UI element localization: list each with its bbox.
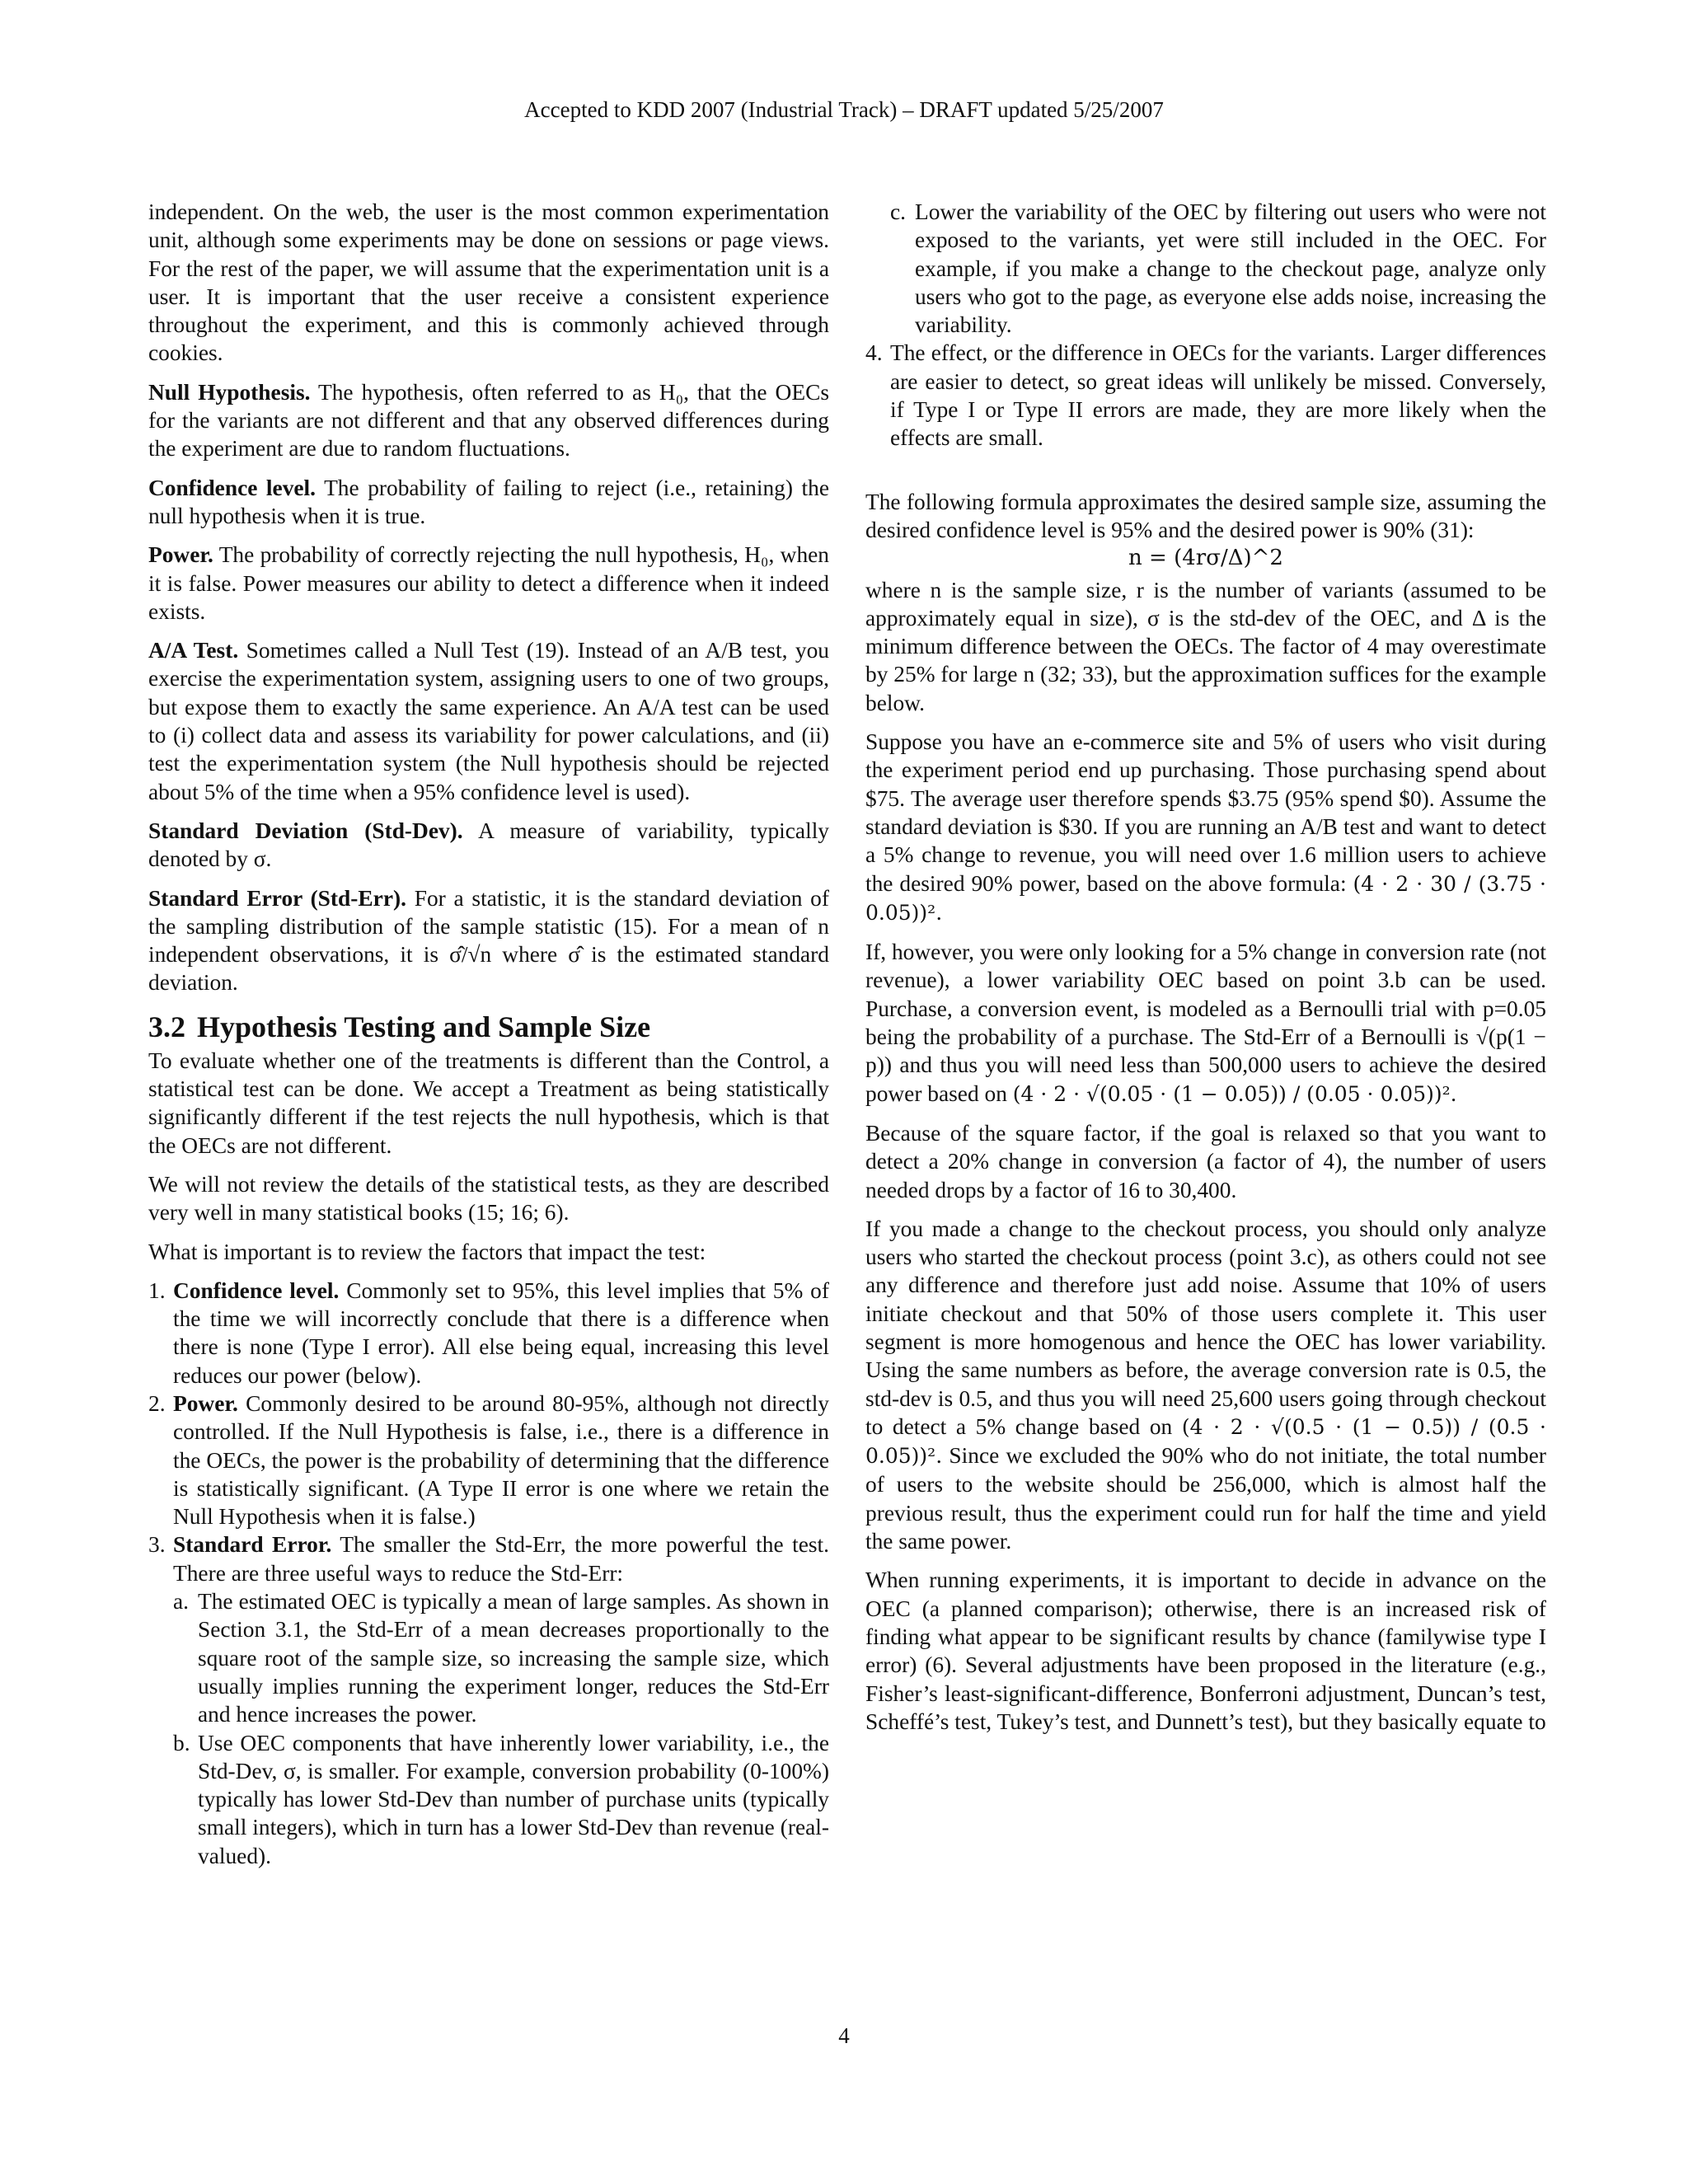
definition-body: The hypothesis, often referred to as H₀, that the OECs for the variants are not different and that any observed differences during the experiment are due to random fluctuations. — [148, 379, 829, 462]
list-marker: a. — [173, 1589, 190, 1615]
definition-body: A measure of variability, typically denoted by σ. — [148, 818, 829, 872]
sub-list-item — [865, 198, 1546, 339]
section-paragraph: We will not review the details of the statistical tests, as they are described very well in many statistical books (15; 16; 6). — [148, 1171, 829, 1226]
definition-aa-test — [148, 636, 829, 806]
paragraph-text: If, however, you were only looking for a 5% change in conversion rate (not revenue), a lower variability OEC based on point 3.b can be used. Purchase, a conversion event, is modeled as a Bernoulli trial with p=0.05 being the probability of a purchase. The Std-Err of a Bernoulli is √(p(1 − p)) and thus you will need less than 500,000 users to achieve the desired power based on — [865, 940, 1546, 1106]
list-item — [148, 1277, 829, 1390]
math-expression-checkout: (4 · 2 · √(0.5 · (1 − 0.5)) / (0.5 · 0.05))². — [865, 1414, 1546, 1469]
sub-list-item — [173, 1587, 829, 1728]
list-item-body: Commonly desired to be around 80-95%, although not directly controlled. If the Null Hypothesis is false, i.e., there is a difference in the OECs, the power is the probability of determining that the difference is statistically significant. (A Type II error is one where we retain the Null Hypothesis when it is false.) — [173, 1390, 829, 1530]
list-item-body: Lower the variability of the OEC by filtering out users who were not exposed to the variants, yet were still included in the OEC. For example, if you make a change to the checkout page, analyze only users who got to the page, as everyone else adds noise, increasing the variability. — [915, 199, 1546, 338]
section-title: Hypothesis Testing and Sample Size — [197, 1010, 651, 1043]
paragraph-text: Since we excluded the 90% who do not initiate, the total number of users to the website should be 256,000, which is almost half the previous result, thus the experiment could run for half the time and yield the same power. — [865, 1443, 1546, 1554]
term-standard-error: Standard Error. — [173, 1532, 332, 1558]
list-marker: 3. — [148, 1532, 166, 1558]
list-marker: b. — [173, 1730, 190, 1755]
left-column — [148, 198, 829, 1870]
list-item — [148, 1530, 829, 1870]
running-header: Accepted to KDD 2007 (Industrial Track) – DRAFT updated 5/25/2007 — [524, 97, 1164, 122]
section-heading — [148, 1009, 829, 1045]
intro-paragraph: independent. On the web, the user is the most common experimentation unit, although some experiments may be done on sessions or page views. For the rest of the paper, we will assume that the experimentation unit is a user. It is important that the user receive a consistent experience throughout the experiment, and this is commonly achieved through cookies. — [148, 199, 829, 366]
right-column — [865, 198, 1546, 1746]
math-expression-conversion: (4 · 2 · √(0.05 · (1 − 0.05)) / (0.05 · 0.05))². — [1012, 1081, 1457, 1106]
sub-list-item — [173, 1729, 829, 1870]
math-expression-revenue: (4 · 2 · 30 / (3.75 · 0.05))². — [865, 871, 1547, 925]
section-number: 3.2 — [148, 1010, 185, 1043]
paragraph-square-factor: Because of the square factor, if the goal is relaxed so that you want to detect a 20% change in conversion (a factor of 4), the number of users needed drops by a factor of 16 to 30,400. — [865, 1120, 1546, 1202]
sub-list — [173, 1587, 829, 1870]
list-item — [865, 339, 1546, 452]
term-power: Power. — [148, 542, 213, 568]
term-confidence-level: Confidence level. — [148, 475, 316, 500]
definition-body: The probability of failing to reject (i.e., retaining) the null hypothesis when it is true. — [148, 475, 830, 528]
definition-body: The probability of correctly rejecting the null hypothesis, H₀, when it is false. Power measures our ability to detect a difference when it indeed exists. — [148, 542, 829, 624]
term-power: Power. — [173, 1390, 238, 1416]
section-paragraph: What is important is to review the factors that impact the test: — [148, 1239, 706, 1264]
definition-confidence-level — [148, 474, 829, 531]
paragraph-text: If you made a change to the checkout process, you should only analyze users who started the checkout process (point 3.c), as others could not see any difference and therefore just add noise. Assume that 10% of users initiate checkout and that 50% of those users complete it. This user segment is more homogenous and hence the OEC has lower variability. Using the same numbers as before, the average conversion rate is 0.5, the std-dev is 0.5, and thus you will need 25,600 users going through checkout to detect a 5% change based on — [865, 1216, 1546, 1439]
definition-null-hypothesis — [148, 378, 829, 463]
paragraph-suppose — [865, 728, 1546, 927]
page-number: 4 — [838, 2023, 850, 2048]
term-confidence-level: Confidence level. — [173, 1277, 340, 1303]
list-marker: 2. — [148, 1390, 166, 1416]
paragraph-checkout — [865, 1215, 1546, 1556]
term-std-dev: Standard Deviation (Std-Dev). — [148, 818, 463, 843]
definition-std-dev — [148, 817, 829, 874]
list-item — [148, 1390, 829, 1530]
list-marker: 4. — [865, 340, 883, 366]
term-std-err: Standard Error (Std-Err). — [148, 885, 406, 911]
factors-list — [148, 1277, 829, 1870]
list-marker: c. — [890, 199, 907, 224]
paragraph-planned-comparison: When running experiments, it is important to decide in advance on the OEC (a planned comparison); otherwise, there is an increased risk of finding what appear to be significant results by chance (familywise type I error) (6). Several adjustments have been proposed in the literature (e.g., Fisher’s least-significant-difference, Bonferroni adjustment, Duncan’s test, Scheffé’s test, Tukey’s test, and Dunnett’s test), but they basically equate to — [865, 1568, 1546, 1734]
term-null-hypothesis: Null Hypothesis. — [148, 379, 311, 405]
list-item-body: The estimated OEC is typically a mean of large samples. As shown in Section 3.1, the Std-Err of a mean decreases proportionally to the square root of the sample size, so increasing the sample size, which usually implies running the experiment longer, reduces the Std-Err and hence increases the power. — [198, 1589, 829, 1727]
sample-size-formula: n = (4rσ/Δ)^2 — [1128, 546, 1283, 571]
list-marker: 1. — [148, 1277, 166, 1303]
paragraph-where: where n is the sample size, r is the number of variants (assumed to be approximately equal in size), σ is the std-dev of the OEC, and Δ is the minimum difference between the OECs. The factor of 4 may overestimate by 25% for large n (32; 33), but the approximation suffices for the example below. — [865, 577, 1546, 715]
list-item-body: The effect, or the difference in OECs for the variants. Larger differences are easier to detect, so great ideas will unlikely be missed. Conversely, if Type I or Type II errors are made, they are more likely when the effects are small. — [890, 340, 1546, 451]
list-item-body: Commonly set to 95%, this level implies that 5% of the time we will incorrectly conclude that there is a difference when there is none (Type I error). All else being equal, increasing this level reduces our power (below). — [173, 1277, 830, 1388]
definition-power — [148, 541, 829, 626]
list-item-body: The smaller the Std-Err, the more powerful the test. There are three useful ways to reduce the Std-Err: — [173, 1532, 829, 1586]
paragraph-text: Suppose you have an e-commerce site and 5% of users who visit during the experiment period end up purchasing. Those purchasing spend about $75. The average user therefore spends $3.75 (95% spend $0). Assume the standard deviation is $30. If you are running an A/B test and want to detect a 5% change to revenue, you will need over 1.6 million users to achieve the desired 90% power, based on the above formula: — [865, 729, 1546, 896]
definition-body: For a statistic, it is the standard deviation of the sampling distribution of the sample statistic (15). For a mean of n independent observations, it is σ̂/√n where σ̂ is the estimated standard deviation. — [148, 885, 829, 996]
definition-body: Sometimes called a Null Test (19). Instead of an A/B test, you exercise the experimentation system, assigning users to one of two groups, but expose them to exactly the same experience. An A/A test can be used to (i) collect data and assess its variability for power calculations, and (ii) test the experimentation system (the Null hypothesis should be rejected about 5% of the time when a 95% confidence level is used). — [148, 638, 829, 804]
paragraph-bernoulli — [865, 938, 1546, 1108]
definition-std-err — [148, 884, 829, 997]
list-item-body: Use OEC components that have inherently lower variability, i.e., the Std-Dev, σ, is smaller. For example, conversion probability (0-100%) typically has lower Std-Dev than number of purchase units (typically small integers), which in turn has a lower Std-Dev than revenue (real-valued). — [198, 1730, 829, 1868]
paragraph-formula-intro: The following formula approximates the desired sample size, assuming the desired confidence level is 95% and the desired power is 90% (31): — [865, 489, 1546, 542]
term-aa-test: A/A Test. — [148, 638, 239, 663]
section-paragraph: To evaluate whether one of the treatments is different than the Control, a statistical test can be done. We accept a Treatment as being statistically significantly different if the test rejects the null hypothesis, which is that the OECs are not different. — [148, 1047, 829, 1158]
